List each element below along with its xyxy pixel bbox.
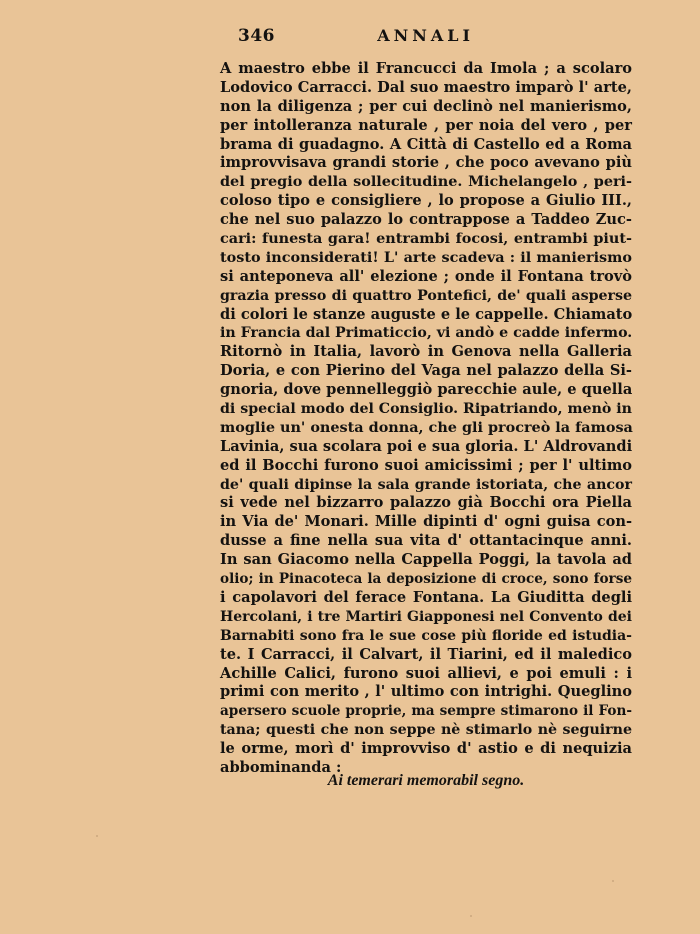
text-line: tosto inconsiderati! L' arte scadeva : il manierismo — [220, 248, 632, 266]
text-line: gnoria, dove pennelleggiò parecchie aule, e quella — [220, 381, 633, 399]
text-line: dusse a fine nella sua vita d' ottantacinque anni. — [220, 532, 632, 550]
text-line: coloso tipo e consigliere , lo propose a Giulio III., — [220, 192, 632, 210]
text-line: olio; in Pinacoteca la deposizione di croce, sono forse — [220, 571, 632, 588]
text-line: i capolavori del ferace Fontana. La Giuditta degli — [220, 588, 632, 606]
text-line: di colori le stanze auguste e le cappelle. Chiamato — [220, 305, 633, 323]
text-line: improvvisava grandi storie , che poco avevano più — [220, 154, 632, 172]
text-line: te. I Carracci, il Calvart, il Tiarini, ed il maledico — [220, 645, 632, 663]
paper-speck — [470, 915, 472, 917]
text-line: non la diligenza ; per cui declinò nel manierismo, — [220, 97, 632, 115]
text-line: tana; questi che non seppe nè stimarlo nè seguirne — [220, 722, 632, 739]
text-line: grazia presso di quattro Pontefici, de' quali asperse — [220, 287, 632, 304]
body-text — [220, 60, 632, 778]
text-line: primi con merito , l' ultimo con intrighi. Queglino — [220, 683, 632, 701]
text-line: moglie un' onesta donna, che gli procreò la famosa — [220, 418, 633, 436]
text-line: in Francia dal Primaticcio, vi andò e cadde infermo. — [220, 325, 633, 342]
text-line: si anteponeva all' elezione ; onde il Fontana trovò — [220, 267, 632, 285]
text-line: del pregio della sollecitudine. Michelangelo , peri- — [220, 173, 632, 191]
text-line: abbominanda : — [220, 758, 342, 776]
text-line: A maestro ebbe il Francucci da Imola ; a scolaro — [220, 60, 632, 77]
paper-speck — [96, 835, 98, 837]
text-line: In san Giacomo nella Cappella Poggi, la tavola ad — [220, 551, 632, 569]
running-title: ANNALI — [377, 26, 474, 45]
text-line: brama di guadagno. A Città di Castello ed a Roma — [220, 135, 632, 153]
text-line: Doria, e con Pierino del Vaga nel palazzo della Si- — [220, 362, 632, 380]
text-line: ed il Bocchi furono suoi amicissimi ; per l' ultimo — [220, 456, 632, 474]
paper-speck — [612, 880, 614, 882]
text-line: apersero scuole proprie, ma sempre stimarono il Fon- — [220, 703, 632, 720]
text-line: cari: funesta gara! entrambi focosi, entrambi piut- — [220, 230, 632, 248]
text-line: Barnabiti sono fra le sue cose più floride ed istudia- — [220, 627, 632, 644]
text-line: le orme, morì d' improvviso d' astio e di nequizia — [220, 740, 632, 758]
running-head — [238, 26, 474, 48]
text-line: Lavinia, sua scolara poi e sua gloria. L' Aldrovandi — [220, 437, 633, 455]
text-line: che nel suo palazzo lo contrappose a Taddeo Zuc- — [220, 211, 632, 229]
text-line: per intolleranza naturale , per noia del vero , per — [220, 116, 632, 134]
text-line: de' quali dipinse la sala grande istoriata, che ancor — [220, 476, 632, 493]
text-line: si vede nel bizzarro palazzo già Bocchi ora Piella — [220, 494, 632, 512]
text-line: Lodovico Carracci. Dal suo maestro imparò l' arte, — [220, 78, 632, 96]
text-line: Ritornò in Italia, lavorò in Genova nella Galleria — [220, 343, 632, 361]
page-number: 346 — [238, 26, 275, 46]
text-line: di special modo del Consiglio. Ripatriando, menò in — [220, 401, 632, 418]
text-line: Hercolani, i tre Martiri Giapponesi nel Convento dei — [220, 608, 632, 625]
text-line: in Via de' Monari. Mille dipinti d' ogni guisa con- — [220, 513, 632, 531]
verse-quotation: Ai temerari memorabil segno. — [327, 772, 525, 789]
text-line: Achille Calici, furono suoi allievi, e poi emuli : i — [220, 664, 632, 682]
